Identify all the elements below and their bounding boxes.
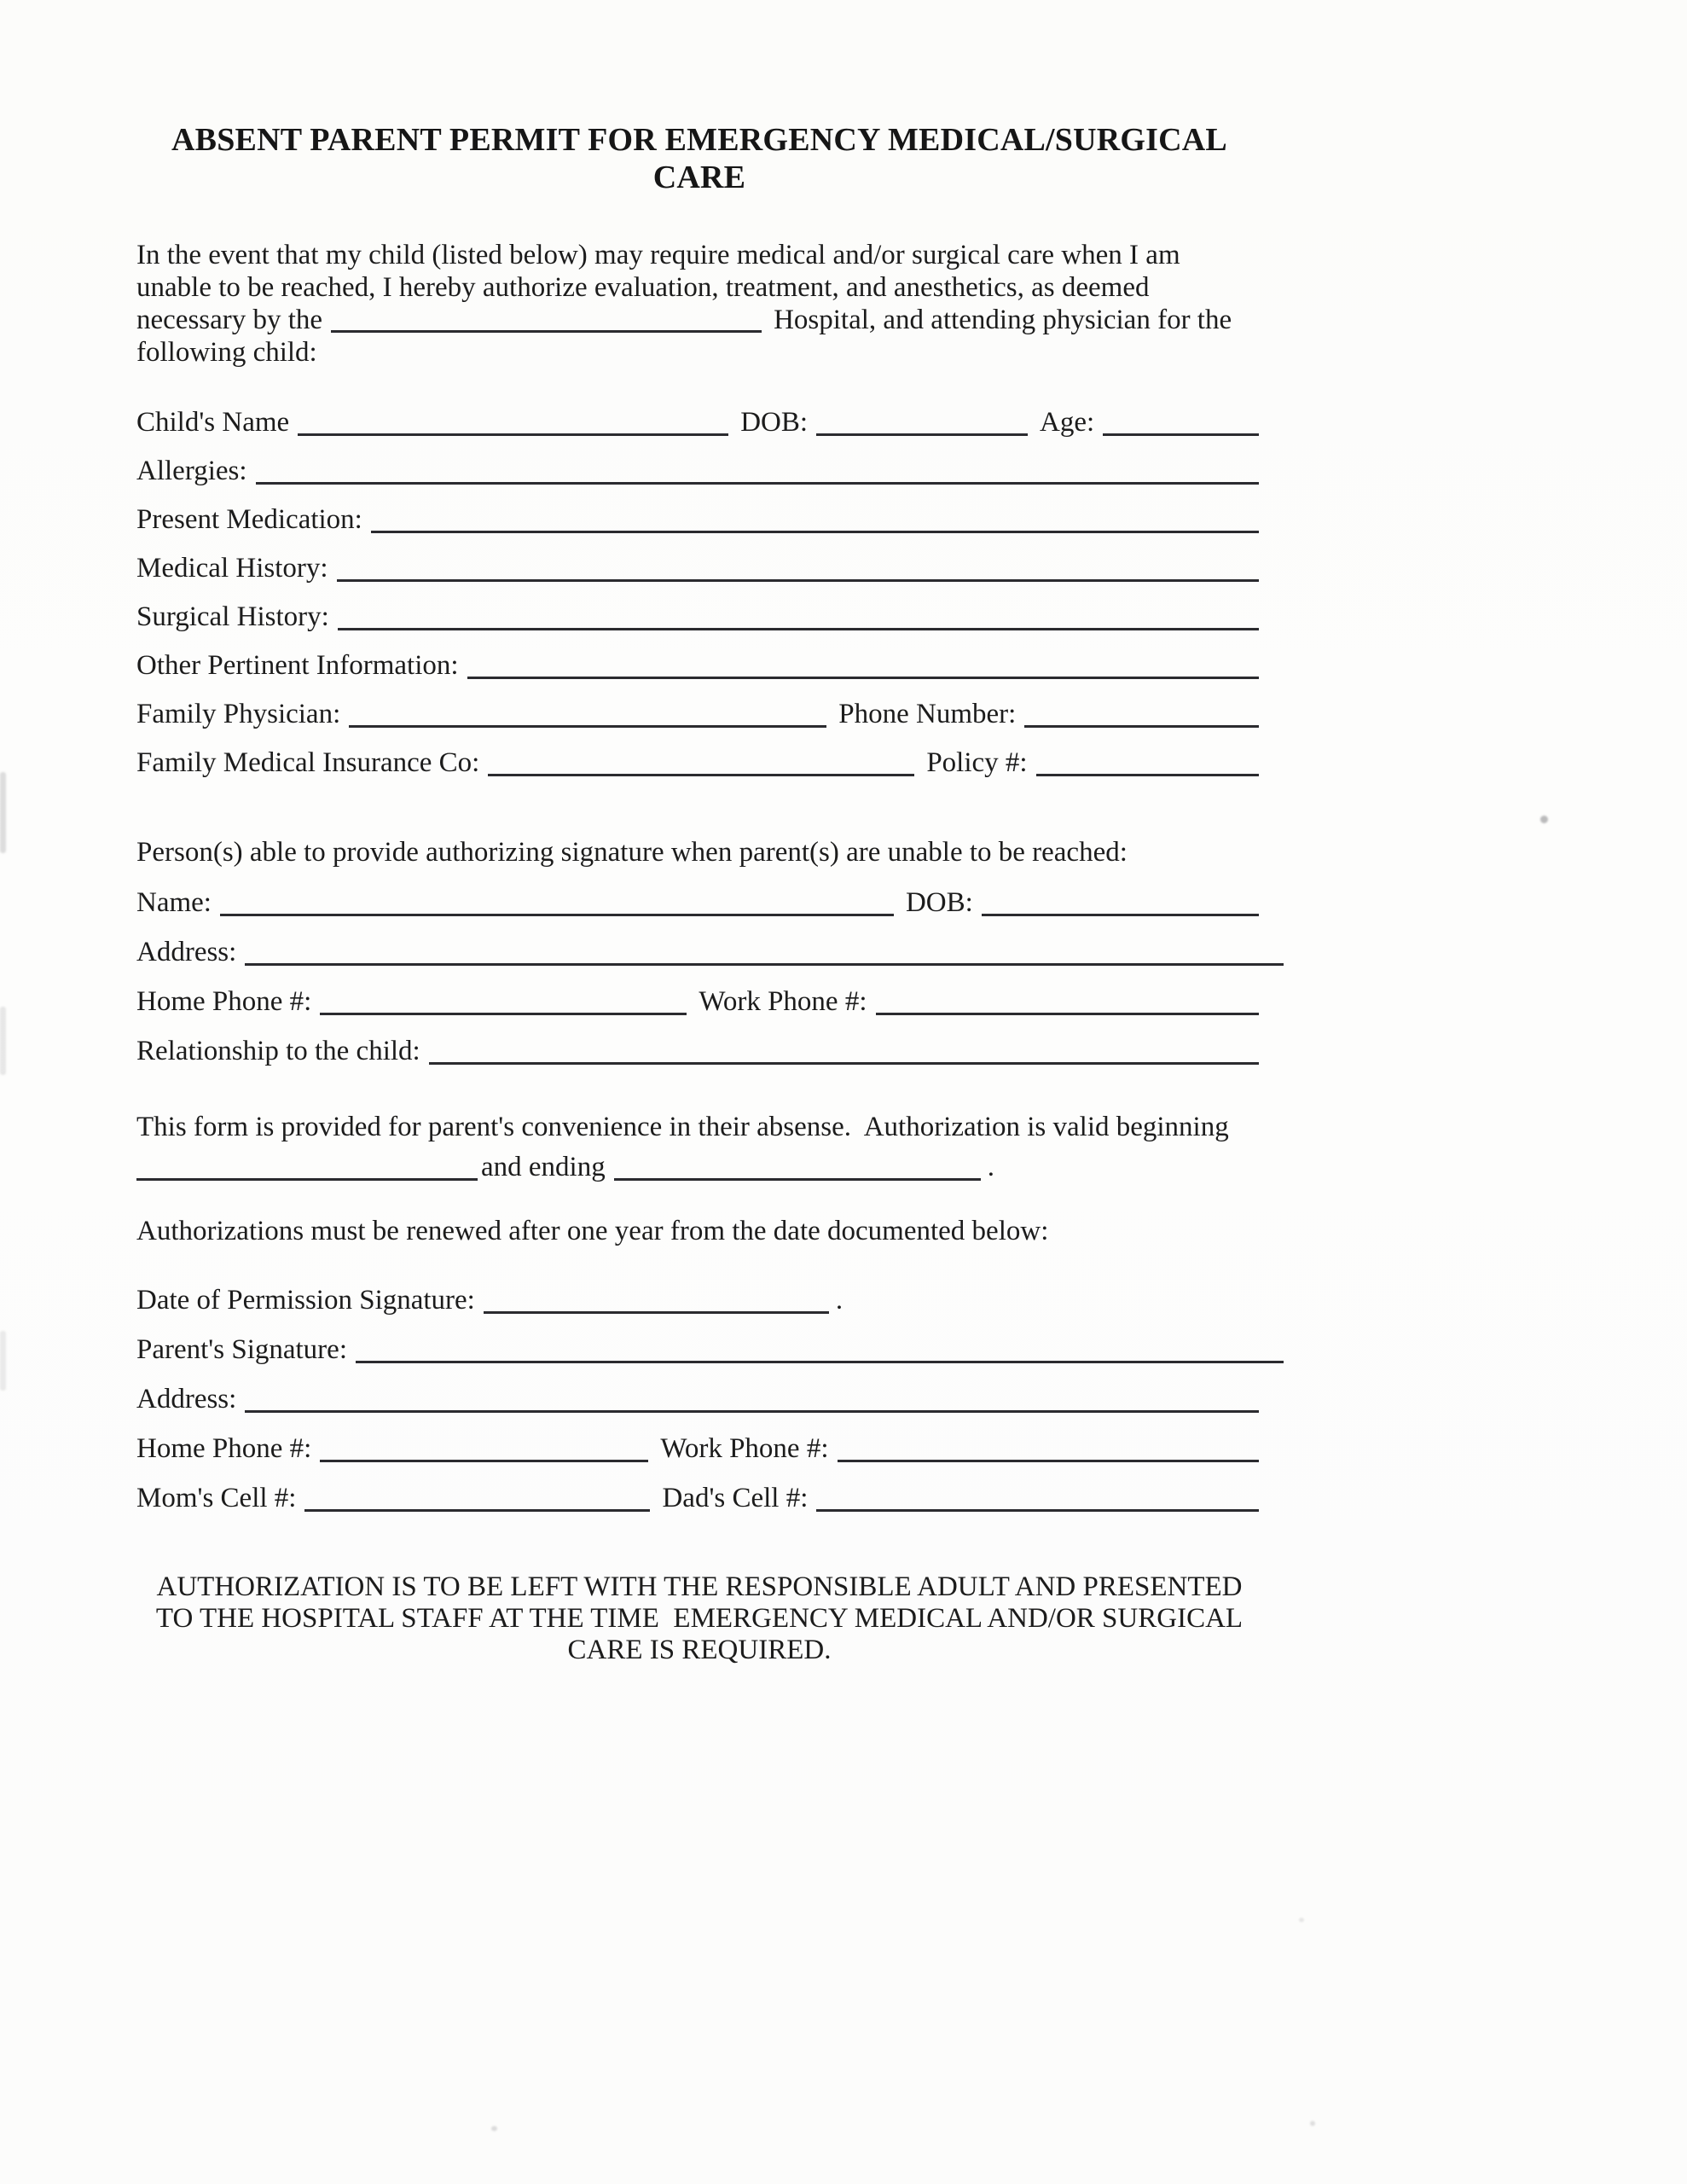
signature-home-phone-label: Home Phone #: [136, 1433, 312, 1464]
and-ending-label: and ending [481, 1152, 606, 1182]
insurance-company-line [488, 772, 914, 776]
childs-name-label: Child's Name [136, 407, 290, 438]
present-medication-label: Present Medication: [136, 504, 362, 535]
scan-speckle [1299, 1918, 1304, 1922]
contact-name-line [220, 912, 894, 916]
phone-number-line [1024, 723, 1259, 728]
contact-dob-label: DOB: [905, 887, 973, 918]
present-medication-line [371, 529, 1259, 533]
relationship-line [429, 1060, 1259, 1065]
child-dob-line [816, 432, 1028, 436]
valid-ending-date-line [614, 1176, 981, 1181]
scan-edge-smudge [0, 772, 6, 853]
dads-cell-line [816, 1507, 1259, 1512]
relationship-label: Relationship to the child: [136, 1036, 420, 1066]
hospital-name-line [331, 328, 762, 333]
intro-paragraph [136, 239, 1262, 369]
family-physician-line [349, 723, 826, 728]
medical-history-label: Medical History: [136, 553, 328, 584]
medical-history-line [337, 578, 1259, 582]
authorized-person-heading: Person(s) able to provide authorizing signature when parent(s) are unable to be reached: [136, 837, 1128, 868]
scan-speckle [1540, 816, 1548, 823]
footer-line-2: TO THE HOSPITAL STAFF AT THE TIME EMERGENCY MEDICAL AND/OR SURGICAL [155, 1603, 1244, 1634]
validity-line-2 [136, 1143, 1262, 1182]
intro-line-3-after: Hospital, and attending physician for the [774, 305, 1232, 335]
validity-period: . [987, 1152, 994, 1182]
policy-number-line [1036, 772, 1259, 776]
policy-number-label: Policy #: [926, 747, 1028, 778]
child-name-row [136, 389, 1262, 438]
signature-section [136, 1266, 1262, 1513]
other-pertinent-label: Other Pertinent Information: [136, 650, 459, 681]
childs-name-line [298, 432, 728, 436]
allergies-label: Allergies: [136, 456, 247, 486]
moms-cell-line [304, 1507, 650, 1512]
footer-line-1: AUTHORIZATION IS TO BE LEFT WITH THE RESPONSIBLE ADULT AND PRESENTED [156, 1571, 1243, 1602]
form-title: ABSENT PARENT PERMIT FOR EMERGENCY MEDICAL/SURGICAL CARE [171, 122, 1227, 195]
signature-address-line [245, 1409, 1259, 1413]
contact-address-line [245, 961, 1284, 966]
family-physician-label: Family Physician: [136, 699, 341, 729]
date-of-permission-label: Date of Permission Signature: [136, 1285, 475, 1316]
family-physician-row [136, 681, 1262, 729]
contact-home-phone-label: Home Phone #: [136, 986, 312, 1017]
contact-name-row [136, 868, 1262, 918]
signature-work-phone-label: Work Phone #: [660, 1433, 829, 1464]
form-content [136, 121, 1262, 1666]
scan-speckle [491, 2126, 497, 2131]
intro-line-3 [136, 304, 1262, 336]
signature-address-label: Address: [136, 1384, 237, 1414]
contact-phones-row [136, 967, 1262, 1017]
contact-name-label: Name: [136, 887, 212, 918]
scan-edge-smudge [0, 1331, 6, 1391]
dads-cell-label: Dad's Cell #: [662, 1483, 809, 1513]
contact-address-label: Address: [136, 937, 237, 967]
phone-number-label: Phone Number: [838, 699, 1017, 729]
scan-speckle [1310, 2121, 1315, 2126]
parent-signature-line [356, 1359, 1284, 1363]
present-medication-row [136, 486, 1262, 535]
insurance-company-label: Family Medical Insurance Co: [136, 747, 480, 778]
intro-line-4: following child: [136, 337, 317, 368]
valid-beginning-date-line [136, 1176, 478, 1181]
child-dob-label: DOB: [740, 407, 809, 438]
contact-address-row [136, 918, 1262, 967]
validity-line-1: This form is provided for parent's convenience in their absense. Authorization is valid beginning [136, 1112, 1229, 1142]
contact-work-phone-label: Work Phone #: [699, 986, 867, 1017]
intro-line-1: In the event that my child (listed below) may require medical and/or surgical care when I am [136, 240, 1180, 270]
intro-line-2: unable to be reached, I hereby authorize evaluation, treatment, and anesthetics, as deemed [136, 272, 1150, 303]
child-info-section [136, 389, 1262, 778]
parent-signature-label: Parent's Signature: [136, 1334, 347, 1365]
medical-history-row [136, 535, 1262, 584]
renewal-note: Authorizations must be renewed after one year from the date documented below: [136, 1216, 1049, 1246]
signature-work-phone-line [838, 1458, 1260, 1462]
allergies-row [136, 438, 1262, 486]
footer-line-3: CARE IS REQUIRED. [567, 1635, 832, 1665]
intro-line-3-before: necessary by the [136, 305, 323, 335]
date-of-permission-period: . [835, 1285, 844, 1316]
surgical-history-row [136, 584, 1262, 632]
allergies-line [256, 480, 1259, 485]
date-of-permission-row [136, 1266, 1262, 1316]
contact-dob-line [982, 912, 1259, 916]
signature-home-phone-line [320, 1458, 648, 1462]
surgical-history-label: Surgical History: [136, 601, 329, 632]
contact-work-phone-line [876, 1011, 1260, 1015]
signature-phones-row [136, 1414, 1262, 1464]
authorized-person-section [136, 868, 1262, 1066]
date-of-permission-line [484, 1310, 829, 1314]
validity-paragraph [136, 1111, 1262, 1182]
other-pertinent-line [467, 675, 1259, 679]
cell-phones-row [136, 1464, 1262, 1513]
footer-notice [136, 1571, 1262, 1666]
child-age-line [1103, 432, 1259, 436]
child-age-label: Age: [1040, 407, 1095, 438]
surgical-history-line [338, 626, 1259, 630]
other-pertinent-row [136, 632, 1262, 681]
signature-address-row [136, 1365, 1262, 1414]
parent-signature-row [136, 1316, 1262, 1365]
insurance-row [136, 729, 1262, 778]
relationship-row [136, 1017, 1262, 1066]
moms-cell-label: Mom's Cell #: [136, 1483, 297, 1513]
scan-edge-smudge [0, 1007, 6, 1075]
contact-home-phone-line [320, 1011, 687, 1015]
